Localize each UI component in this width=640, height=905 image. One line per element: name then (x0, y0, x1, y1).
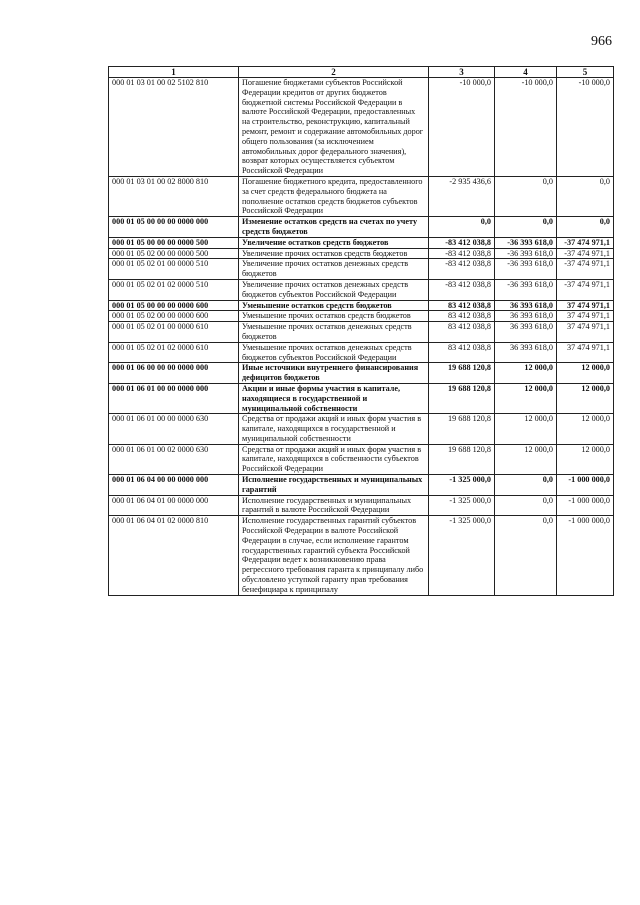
amount-year-2-cell: 0,0 (495, 176, 557, 216)
amount-year-3-cell: -1 000 000,0 (557, 495, 614, 516)
source-name-cell: Увеличение прочих остатков денежных средств бюджетов (239, 259, 429, 280)
classification-code-cell: 000 01 05 02 01 02 0000 610 (109, 342, 239, 363)
amount-year-2-cell: 0,0 (495, 516, 557, 595)
source-name-cell: Погашение бюджетного кредита, предоставленного за счет средств федерального бюджета на пополнение остатков средств бюджетов субъектов Российской Федерации (239, 176, 429, 216)
amount-year-3-cell: -1 000 000,0 (557, 516, 614, 595)
amount-year-3-cell: 12 000,0 (557, 444, 614, 474)
amount-year-1-cell: 19 688 120,8 (429, 414, 495, 444)
column-header-year-2: 4 (495, 67, 557, 78)
source-name-cell: Исполнение государственных и муниципальных гарантий в валюте Российской Федерации (239, 495, 429, 516)
classification-code-cell: 000 01 05 02 00 00 0000 500 (109, 248, 239, 259)
column-header-year-3: 5 (557, 67, 614, 78)
amount-year-1-cell: -10 000,0 (429, 78, 495, 177)
source-name-cell: Исполнение государственных и муниципальных гарантий (239, 475, 429, 496)
classification-code-cell: 000 01 06 04 01 02 0000 810 (109, 516, 239, 595)
amount-year-3-cell: 12 000,0 (557, 363, 614, 384)
amount-year-2-cell: 12 000,0 (495, 414, 557, 444)
classification-code-cell: 000 01 05 02 01 00 0000 610 (109, 322, 239, 343)
table-row (109, 495, 614, 516)
amount-year-1-cell: 83 412 038,8 (429, 342, 495, 363)
amount-year-1-cell: -1 325 000,0 (429, 516, 495, 595)
source-name-cell: Уменьшение прочих остатков денежных средств бюджетов (239, 322, 429, 343)
table-row (109, 259, 614, 280)
table-row (109, 322, 614, 343)
amount-year-1-cell: 83 412 038,8 (429, 311, 495, 322)
source-name-cell: Уменьшение остатков средств бюджетов (239, 300, 429, 311)
amount-year-2-cell: -36 393 618,0 (495, 248, 557, 259)
source-name-cell: Исполнение государственных гарантий субъектов Российской Федерации в валюте Российской Федерации в случае, если исполнение гарантом государственных гарантий субъекта Российской Федерации ведет к возникновению права регрессного требования гаранта к принципалу либо обусловлено уступкой гаранту прав требования бенефициара к принципалу (239, 516, 429, 595)
amount-year-1-cell: -1 325 000,0 (429, 495, 495, 516)
amount-year-1-cell: 19 688 120,8 (429, 363, 495, 384)
table-row (109, 279, 614, 300)
amount-year-2-cell: 0,0 (495, 475, 557, 496)
classification-code-cell: 000 01 05 00 00 00 0000 000 (109, 217, 239, 238)
amount-year-2-cell: 36 393 618,0 (495, 300, 557, 311)
amount-year-2-cell: 36 393 618,0 (495, 342, 557, 363)
amount-year-3-cell: -37 474 971,1 (557, 259, 614, 280)
table-row (109, 475, 614, 496)
classification-code-cell: 000 01 03 01 00 02 8000 810 (109, 176, 239, 216)
amount-year-3-cell: 0,0 (557, 217, 614, 238)
table-row (109, 414, 614, 444)
classification-code-cell: 000 01 06 04 00 00 0000 000 (109, 475, 239, 496)
table-row (109, 217, 614, 238)
amount-year-2-cell: 36 393 618,0 (495, 311, 557, 322)
amount-year-3-cell: 12 000,0 (557, 414, 614, 444)
page-number: 966 (591, 34, 612, 49)
amount-year-3-cell: 12 000,0 (557, 383, 614, 413)
amount-year-1-cell: 19 688 120,8 (429, 444, 495, 474)
amount-year-3-cell: 37 474 971,1 (557, 322, 614, 343)
amount-year-3-cell: 0,0 (557, 176, 614, 216)
classification-code-cell: 000 01 05 02 00 00 0000 600 (109, 311, 239, 322)
source-name-cell: Погашение бюджетами субъектов Российской Федерации кредитов от других бюджетов бюджетной системы Российской Федерации в валюте Российской Федерации, предоставленных на строительство, реконструкцию, капитальный ремонт, ремонт и содержание автомобильных дорог общего пользования (за исключением автомобильных дорог федерального значения), возврат которых осуществляется субъектом Российской Федерации (239, 78, 429, 177)
amount-year-2-cell: 12 000,0 (495, 383, 557, 413)
amount-year-1-cell: -1 325 000,0 (429, 475, 495, 496)
column-header-name: 2 (239, 67, 429, 78)
amount-year-2-cell: -36 393 618,0 (495, 259, 557, 280)
amount-year-2-cell: 0,0 (495, 495, 557, 516)
amount-year-1-cell: -83 412 038,8 (429, 237, 495, 248)
table-row (109, 311, 614, 322)
amount-year-3-cell: 37 474 971,1 (557, 300, 614, 311)
amount-year-3-cell: -10 000,0 (557, 78, 614, 177)
classification-code-cell: 000 01 05 02 01 02 0000 510 (109, 279, 239, 300)
amount-year-1-cell: -2 935 436,6 (429, 176, 495, 216)
source-name-cell: Увеличение прочих остатков денежных средств бюджетов субъектов Российской Федерации (239, 279, 429, 300)
source-name-cell: Увеличение остатков средств бюджетов (239, 237, 429, 248)
amount-year-2-cell: -36 393 618,0 (495, 279, 557, 300)
table-row (109, 248, 614, 259)
column-header-year-1: 3 (429, 67, 495, 78)
amount-year-1-cell: 0,0 (429, 217, 495, 238)
classification-code-cell: 000 01 05 02 01 00 0000 510 (109, 259, 239, 280)
source-name-cell: Уменьшение прочих остатков средств бюджетов (239, 311, 429, 322)
table-row (109, 383, 614, 413)
classification-code-cell: 000 01 06 04 01 00 0000 000 (109, 495, 239, 516)
table-body (109, 78, 614, 596)
amount-year-1-cell: 19 688 120,8 (429, 383, 495, 413)
source-name-cell: Увеличение прочих остатков средств бюджетов (239, 248, 429, 259)
budget-sources-table (108, 66, 614, 596)
source-name-cell: Иные источники внутреннего финансирования дефицитов бюджетов (239, 363, 429, 384)
amount-year-3-cell: -1 000 000,0 (557, 475, 614, 496)
source-name-cell: Средства от продажи акций и иных форм участия в капитале, находящихся в государственной и муниципальной собственности (239, 414, 429, 444)
amount-year-1-cell: -83 412 038,8 (429, 248, 495, 259)
amount-year-3-cell: -37 474 971,1 (557, 279, 614, 300)
amount-year-3-cell: 37 474 971,1 (557, 342, 614, 363)
amount-year-2-cell: 12 000,0 (495, 444, 557, 474)
classification-code-cell: 000 01 05 00 00 00 0000 600 (109, 300, 239, 311)
amount-year-3-cell: -37 474 971,1 (557, 237, 614, 248)
source-name-cell: Изменение остатков средств на счетах по учету средств бюджетов (239, 217, 429, 238)
amount-year-1-cell: 83 412 038,8 (429, 322, 495, 343)
amount-year-1-cell: -83 412 038,8 (429, 259, 495, 280)
amount-year-2-cell: 36 393 618,0 (495, 322, 557, 343)
table-row (109, 300, 614, 311)
amount-year-2-cell: 12 000,0 (495, 363, 557, 384)
amount-year-3-cell: -37 474 971,1 (557, 248, 614, 259)
table-row (109, 342, 614, 363)
classification-code-cell: 000 01 06 01 00 00 0000 630 (109, 414, 239, 444)
classification-code-cell: 000 01 03 01 00 02 5102 810 (109, 78, 239, 177)
source-name-cell: Акции и иные формы участия в капитале, находящиеся в государственной и муниципальной собственности (239, 383, 429, 413)
classification-code-cell: 000 01 06 00 00 00 0000 000 (109, 363, 239, 384)
amount-year-1-cell: 83 412 038,8 (429, 300, 495, 311)
amount-year-1-cell: -83 412 038,8 (429, 279, 495, 300)
source-name-cell: Уменьшение прочих остатков денежных средств бюджетов субъектов Российской Федерации (239, 342, 429, 363)
amount-year-2-cell: -36 393 618,0 (495, 237, 557, 248)
amount-year-2-cell: -10 000,0 (495, 78, 557, 177)
table-row (109, 516, 614, 595)
classification-code-cell: 000 01 05 00 00 00 0000 500 (109, 237, 239, 248)
table-row (109, 176, 614, 216)
amount-year-2-cell: 0,0 (495, 217, 557, 238)
classification-code-cell: 000 01 06 01 00 00 0000 000 (109, 383, 239, 413)
amount-year-3-cell: 37 474 971,1 (557, 311, 614, 322)
classification-code-cell: 000 01 06 01 00 02 0000 630 (109, 444, 239, 474)
table-row (109, 78, 614, 177)
column-header-code: 1 (109, 67, 239, 78)
source-name-cell: Средства от продажи акций и иных форм участия в капитале, находящихся в собственности субъектов Российской Федерации (239, 444, 429, 474)
table-row (109, 237, 614, 248)
table-header-row (109, 67, 614, 78)
table-row (109, 444, 614, 474)
table-row (109, 363, 614, 384)
